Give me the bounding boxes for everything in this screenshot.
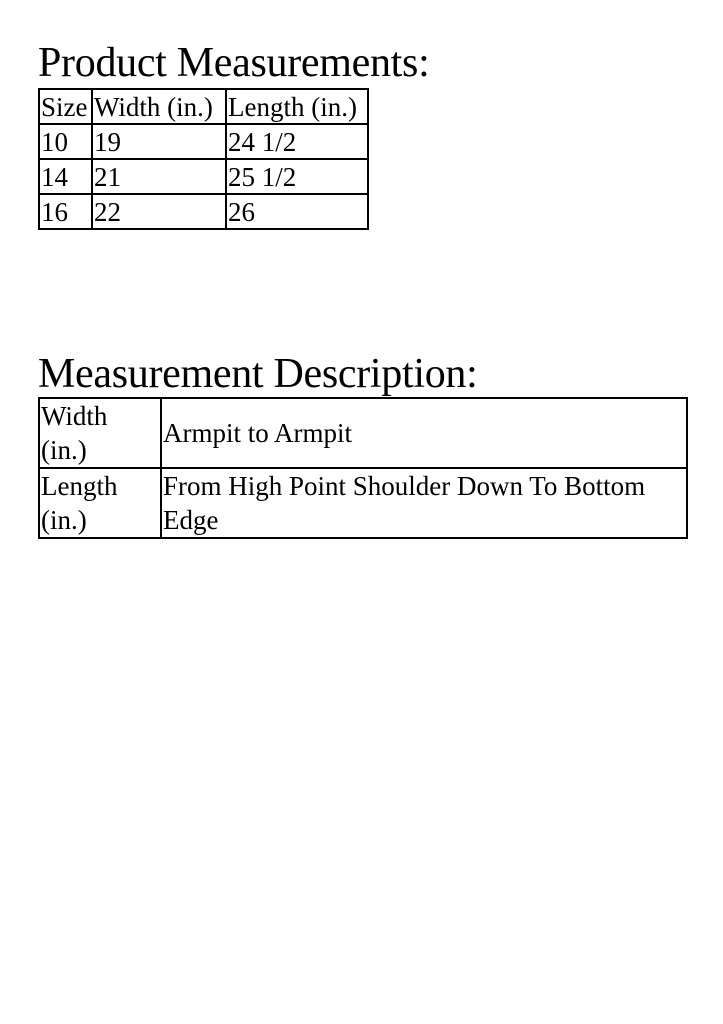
measurement-name-cell: Length (in.) [39, 468, 161, 538]
length-cell: 25 1/2 [226, 159, 368, 194]
measurement-description-table [38, 397, 688, 539]
measurement-name-cell: Width (in.) [39, 398, 161, 468]
width-cell: 19 [92, 124, 226, 159]
measurement-description-heading: Measurement Description: [38, 351, 478, 397]
table-row [39, 124, 368, 159]
header-width: Width (in.) [92, 89, 226, 124]
table-row [39, 159, 368, 194]
measurement-description-cell: From High Point Shoulder Down To Bottom Edge [161, 468, 687, 538]
table-header-row [39, 89, 368, 124]
product-measurements-table [38, 88, 369, 230]
measurement-description-cell: Armpit to Armpit [161, 398, 687, 468]
length-cell: 24 1/2 [226, 124, 368, 159]
width-cell: 21 [92, 159, 226, 194]
product-measurements-heading: Product Measurements: [38, 40, 430, 86]
table-row [39, 194, 368, 229]
table-row [39, 468, 687, 538]
size-cell: 14 [39, 159, 92, 194]
header-length: Length (in.) [226, 89, 368, 124]
size-cell: 10 [39, 124, 92, 159]
header-size: Size [39, 89, 92, 124]
width-cell: 22 [92, 194, 226, 229]
size-cell: 16 [39, 194, 92, 229]
table-row [39, 398, 687, 468]
length-cell: 26 [226, 194, 368, 229]
